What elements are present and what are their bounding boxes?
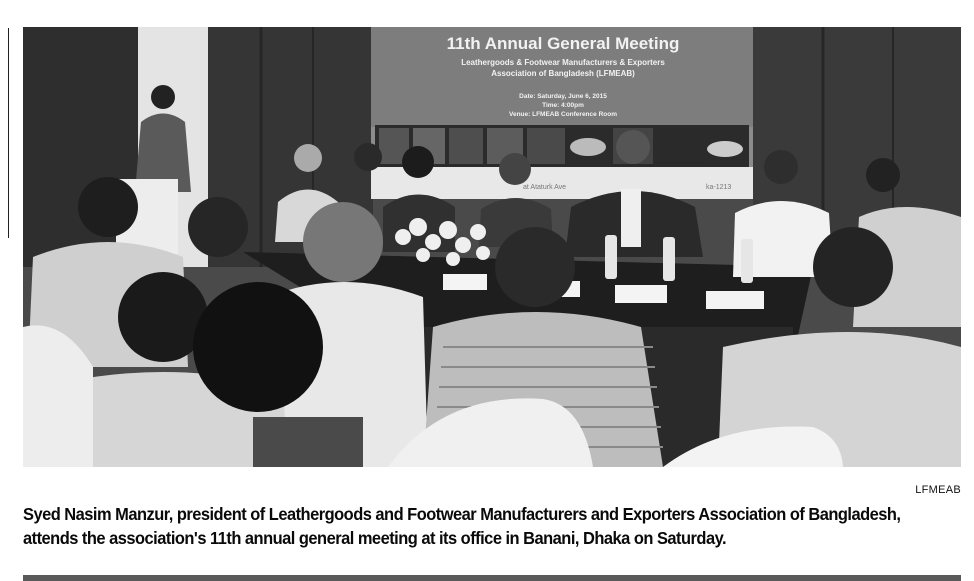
photo-caption [23,502,911,550]
svg-text:Date: Saturday, June 6, 2015: Date: Saturday, June 6, 2015 [519,93,607,100]
svg-text:Time: 4:00pm: Time: 4:00pm [542,102,584,109]
caption-line-2: attends the association's 11th annual general meeting at its office in Banani, Dhaka on Saturday. [23,528,727,548]
svg-text:Venue: LFMEAB Conference Room: Venue: LFMEAB Conference Room [509,111,617,118]
banner-title: 11th Annual General Meeting [446,34,680,53]
news-photo [23,27,961,467]
svg-text:at Ataturk Ave: at Ataturk Ave [523,184,567,191]
next-photo-edge [23,575,961,581]
svg-text:ka-1213: ka-1213 [706,184,732,191]
caption-line-1: Syed Nasim Manzur, president of Leathergoods and Footwear Manufacturers and Exporters Association of Bangladesh, [23,504,901,524]
svg-text:Association of Bangladesh (LFM: Association of Bangladesh (LFMEAB) [491,69,635,78]
svg-text:Leathergoods & Footwear Manufa: Leathergoods & Footwear Manufacturers & Exporters [461,58,665,67]
meeting-photo-illustration [23,27,961,467]
column-rule [8,28,9,238]
photo-credit: LFMEAB [915,484,961,496]
